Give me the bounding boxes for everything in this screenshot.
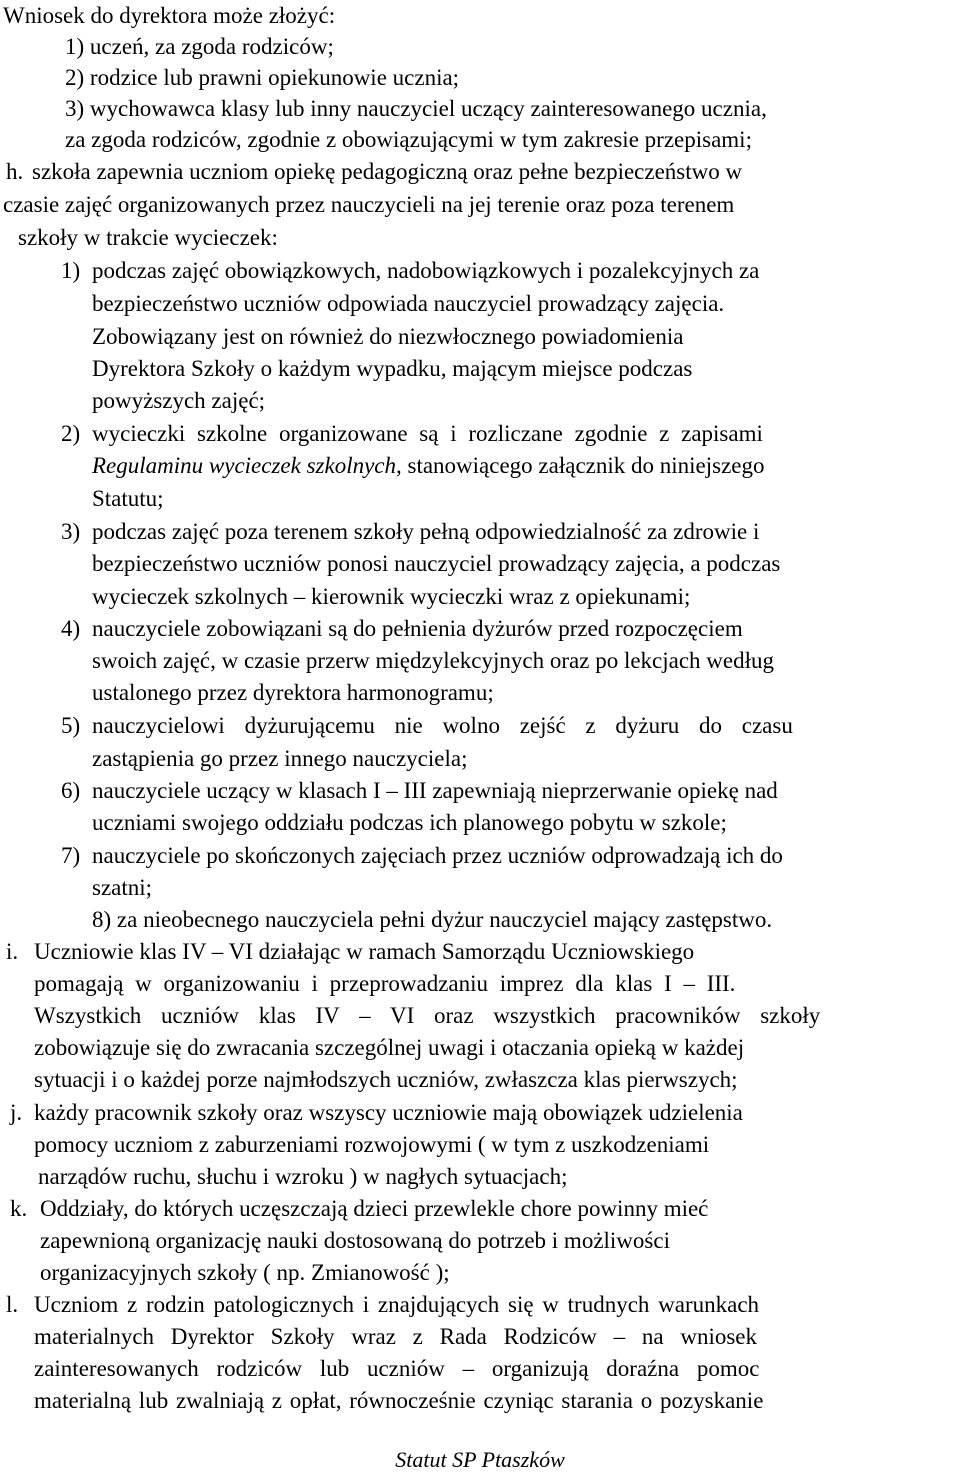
h-item-6-line-1: nauczyciele uczący w klasach I – III zapewniają nieprzerwanie opiekę nad (92, 778, 778, 803)
intro-item-2: 2) rodzice lub prawni opiekunowie ucznia; (65, 65, 460, 90)
h-item-5-line-1: nauczycielowi dyżurującemu nie wolno zejść z dyżuru do czasu (92, 713, 793, 738)
point-h-line-2: czasie zajęć organizowanych przez nauczycieli na jej terenie oraz poza terenem (3, 192, 735, 217)
point-i-marker: i. (6, 939, 19, 964)
h-item-2-line-3: Statutu; (92, 486, 164, 511)
point-k-line-2: zapewnioną organizację nauki dostosowaną do potrzeb i możliwości (40, 1228, 670, 1253)
h-item-4-line-3: ustalonego przez dyrektora harmonogramu; (92, 680, 494, 705)
point-i-line-3: Wszystkich uczniów klas IV – VI oraz wszystkich pracowników szkoły (34, 1003, 821, 1028)
regulation-title: Regulaminu wycieczek szkolnych, (92, 453, 402, 478)
point-l-line-2: materialnych Dyrektor Szkoły wraz z Rada Rodziców – na wniosek (34, 1324, 757, 1349)
point-i-line-1: Uczniowie klas IV – VI działając w ramach Samorządu Uczniowskiego (34, 939, 695, 964)
point-h-line-3: szkoły w trakcie wycieczek: (18, 225, 278, 250)
h-item-1-line-4: Dyrektora Szkoły o każdym wypadku, mającym miejsce podczas (92, 356, 693, 381)
list-number: 6) (61, 778, 81, 803)
point-i-line-2: pomagają w organizowaniu i przeprowadzaniu imprez dla klas I – III. (34, 971, 736, 996)
point-k-line-3: organizacyjnych szkoły ( np. Zmianowość ); (40, 1260, 450, 1285)
intro-item-3-cont: za zgoda rodziców, zgodnie z obowiązującymi w tym zakresie przepisami; (65, 127, 752, 152)
point-i-line-5: sytuacji i o każdej porze najmłodszych uczniów, zwłaszcza klas pierwszych; (34, 1067, 738, 1092)
h-item-7-line-1: nauczyciele po skończonych zajęciach przez uczniów odprowadzają ich do (92, 843, 783, 868)
intro-item-3: 3) wychowawca klasy lub inny nauczyciel uczący zainteresowanego ucznia, (65, 96, 767, 121)
point-k-line-1: Oddziały, do których uczęszczają dzieci przewlekle chore powinny mieć (40, 1196, 709, 1221)
h-item-3-line-2: bezpieczeństwo uczniów ponosi nauczyciel prowadzący zajęcia, a podczas (92, 551, 781, 576)
point-l-line-1: Uczniom z rodzin patologicznych i znajdujących się w trudnych warunkach (34, 1292, 760, 1317)
list-number: 7) (61, 843, 81, 868)
h-item-8-line-1: 8) za nieobecnego nauczyciela pełni dyżur nauczyciel mający zastępstwo. (92, 907, 773, 932)
list-number: 3) (61, 519, 81, 544)
page-footer: Statut SP Ptaszków (395, 1447, 565, 1472)
h-item-6-line-2: uczniami swojego oddziału podczas ich planowego pobytu w szkole; (92, 810, 727, 835)
intro-heading: Wniosek do dyrektora może złożyć: (3, 3, 336, 28)
list-number: 1) (61, 258, 81, 283)
point-j-marker: j. (10, 1100, 23, 1125)
list-number: 4) (61, 616, 81, 641)
h-item-5-line-2: zastąpienia go przez innego nauczyciela; (92, 746, 468, 771)
point-j-line-3: narządów ruchu, słuchu i wzroku ) w nagłych sytuacjach; (38, 1164, 568, 1189)
point-l-line-4: materialną lub zwalniają z opłat, równocześnie czyniąc starania o pozyskanie (34, 1388, 764, 1413)
point-l-marker: l. (6, 1292, 19, 1317)
point-h-marker: h. (6, 159, 24, 184)
h-item-2-line-2: Regulaminu wycieczek szkolnych, stanowiącego załącznik do niniejszego (92, 453, 765, 478)
point-k-marker: k. (10, 1196, 28, 1221)
h-item-1-line-2: bezpieczeństwo uczniów odpowiada nauczyciel prowadzący zajęcia. (92, 291, 725, 316)
h-item-2-line-1: wycieczki szkolne organizowane są i rozliczane zgodnie z zapisami (92, 421, 763, 446)
h-item-1-line-5: powyższych zajęć; (92, 388, 266, 413)
h-item-1-line-3: Zobowiązany jest on również do niezwłocznego powiadomienia (92, 324, 684, 349)
point-j-line-2: pomocy uczniom z zaburzeniami rozwojowymi ( w tym z uszkodzeniami (34, 1132, 710, 1157)
h-item-3-line-3: wycieczek szkolnych – kierownik wycieczki wraz z opiekunami; (92, 584, 691, 609)
h-item-7-line-2: szatni; (92, 875, 153, 900)
intro-item-1: 1) uczeń, za zgoda rodziców; (65, 34, 334, 59)
list-number: 5) (61, 713, 81, 738)
h-item-4-line-1: nauczyciele zobowiązani są do pełnienia dyżurów przed rozpoczęciem (92, 616, 743, 641)
h-item-1-line-1: podczas zajęć obowiązkowych, nadobowiązkowych i pozalekcyjnych za (92, 258, 760, 283)
h-item-3-line-1: podczas zajęć poza terenem szkoły pełną odpowiedzialność za zdrowie i (92, 519, 760, 544)
point-l-line-3: zainteresowanych rodziców lub uczniów – organizują doraźna pomoc (34, 1356, 760, 1381)
point-i-line-4: zobowiązuje się do zwracania szczególnej uwagi i otaczania opieką w każdej (34, 1035, 745, 1060)
list-number: 2) (61, 421, 81, 446)
point-h-line-1: szkoła zapewnia uczniom opiekę pedagogiczną oraz pełne bezpieczeństwo w (32, 159, 743, 184)
h-item-4-line-2: swoich zajęć, w czasie przerw międzylekcyjnych oraz po lekcjach według (92, 648, 775, 673)
point-j-line-1: każdy pracownik szkoły oraz wszyscy uczniowie mają obowiązek udzielenia (34, 1100, 743, 1125)
